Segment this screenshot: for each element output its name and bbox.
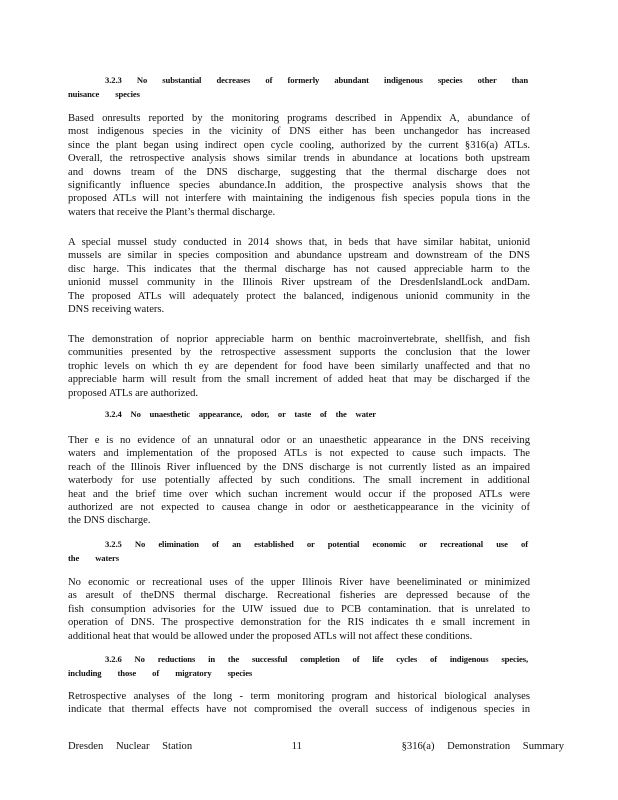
heading-line: 3.2.6 No reductions in the successful completion of life cycles of indigenous species, [105,654,528,664]
text-line: Ther e is no evidence of an unnatural odor or an unaesthetic appearance in the DNS receiving [68,435,530,446]
section-heading-3-2-3 [68,73,528,101]
text-line: proposed ATLs are authorized. [68,387,199,399]
text-line: operation of DNS. The prospective demonstration for the RIS indicates th e small increment in [68,617,530,629]
text-line: additional heat that would be allowed under the proposed ATLs will not affect these conditions. [68,630,473,642]
heading-line: nuisance species [68,89,140,99]
text-line: fish consumption advisories for the UIW issued due to PCB contamination. that is unrelated to [68,603,530,615]
heading-line: the waters [68,553,119,563]
heading-line: 3.2.5 No elimination of an established or potential economic or recreational use of [105,539,528,549]
text-line: indicate that thermal effects have not compromised the overall success of indigenous species in [68,704,530,716]
text-line: waters that receive the Plant’s thermal discharge. [68,206,276,218]
section-heading-3-2-4 [68,407,376,421]
paragraph [68,434,530,528]
text-line: reach of the Illinois River influenced by the DNS discharge is not currently listed as an impaired [68,461,530,473]
text-line: appreciable harm will result from the small increment of added heat that may be discharged if the [68,374,530,386]
footer-station-name: Dresden Nuclear Station [68,741,193,752]
text-line: The proposed ATLs will adequately protect the balanced, indigenous unionid community in the [68,290,530,302]
text-line: as aresult of theDNS thermal discharge. Recreational fisheries are depressed because of the [68,590,530,602]
text-line: The demonstration of noprior appreciable harm on benthic macroinvertebrate, shellfish, and fish [68,334,530,345]
text-line: authorized are not expected to causea change in odor or aestheticappearance in the vicinity of [68,502,530,514]
paragraph [68,112,530,219]
footer-document-title: §316(a) Demonstration Summary [401,741,564,752]
text-line: waterbody for use potentially affected by such conditions. The small increment in additional [68,475,530,487]
text-line: Retrospective analyses of the long - term monitoring program and historical biological analyses [68,691,530,702]
paragraph [68,690,530,717]
page-footer [68,741,564,752]
text-line: Based onresults reported by the monitoring programs described in Appendix A, abundance of [68,113,530,124]
paragraph [68,236,530,316]
section-heading-3-2-5 [68,537,528,565]
text-line: waters and implementation of the proposed ATLs is not expected to cause such impacts. The [68,448,530,460]
section-heading-3-2-6 [68,652,528,680]
text-line: disc harge. This indicates that the thermal discharge has not caused appreciable harm to the [68,263,530,275]
text-line: significantly influence species abundance.In addition, the prospective analysis shows that the [68,180,530,192]
text-line: trophic levels on which th ey are dependent for food have been similarly unaffected and that no [68,360,530,372]
page-number: 11 [291,741,302,752]
text-line: proposed ATLs will not interfere with maintaining the indigenous fish species popula tions in the [68,193,530,205]
text-line: Overall, the retrospective analysis shows similar trends in abundance at locations both upstream [68,153,530,165]
text-line: unionid mussel community in the Illinois River upstream of the DresdenIslandLock andDam. [68,277,530,289]
heading-line: 3.2.3 No substantial decreases of formerly abundant indigenous species other than [105,75,528,85]
text-line: most indigenous species in the vicinity of DNS either has been unchangedor has increased [68,126,530,138]
text-line: A special mussel study conducted in 2014 shows that, in beds that have similar habitat, unionid [68,237,530,248]
text-line: communities presented by the retrospective assessment supports the conclusion that the lower [68,347,530,359]
text-line: No economic or recreational uses of the upper Illinois River have beeneliminated or minimized [68,577,530,588]
text-line: DNS receiving waters. [68,304,165,316]
text-line: heat and the brief time over which suchan increment would occur if the proposed ATLs were [68,488,530,500]
text-line: mussels are similar in species composition and abundance upstream and downstream of the DNS [68,250,530,262]
paragraph [68,333,530,400]
text-line: the DNS discharge. [68,515,151,527]
text-line: and downs tream of the DNS discharge, suggesting that the thermal discharge does not [68,166,530,178]
heading-line: 3.2.4 No unaesthetic appearance, odor, or taste of the water [105,409,376,419]
paragraph [68,576,530,643]
text-line: since the plant began using indirect open cycle cooling, authorized by the current §316(a) ATLs. [68,139,530,151]
heading-line: including those of migratory species [68,668,253,678]
